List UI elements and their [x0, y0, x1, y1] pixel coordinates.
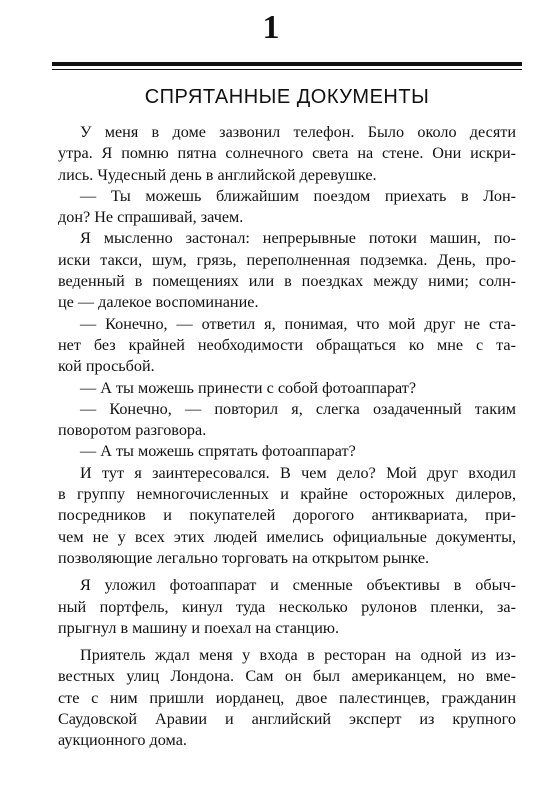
text-line: це — далекое воспоминание. [58, 293, 259, 312]
text-line: ный портфель, кинул туда несколько рулонов пленки, за- [58, 597, 516, 616]
text-line: веденный в помещениях или в поездках между ними; солн- [58, 272, 516, 291]
text-line: дон? Не спрашивай, зачем. [58, 208, 244, 227]
text-line: посредников и покупателей дорогого антиквариата, при- [58, 506, 516, 525]
text-line: иски такси, шум, грязь, переполненная подземка. День, про- [58, 250, 516, 269]
paragraph [58, 399, 516, 442]
body-text [58, 122, 516, 752]
text-line: в группу немногочисленных и крайне осторожных дилеров, [58, 485, 516, 504]
paragraph [58, 645, 516, 751]
text-line: Саудовской Аравии и английский эксперт из крупного [58, 710, 516, 729]
paragraph [58, 122, 516, 186]
paragraph [58, 186, 516, 229]
chapter-number: 1 [262, 9, 280, 46]
text-line: поворотом разговора. [58, 421, 207, 440]
text-line: Я мысленно застонал: непрерывные потоки машин, по- [80, 229, 516, 248]
text-line: утра. Я помню пятна солнечного света на стене. Они искри- [58, 144, 516, 163]
paragraph [58, 378, 516, 399]
text-line: кой просьбой. [58, 357, 155, 376]
text-line: позволяющие легально торговать на открытом рынке. [58, 548, 430, 567]
text-line: вестных улиц Лондона. Сам он был американцем, но вме- [58, 667, 516, 686]
text-line: — А ты можешь спрятать фотоаппарат? [80, 442, 356, 461]
text-line: — Ты можешь ближайшим поездом приехать в Лон- [80, 186, 516, 205]
paragraph [58, 441, 516, 462]
header-rule-thin [52, 69, 522, 70]
text-line: сте с ним пришли иорданец, двое палестинцев, гражданин [58, 688, 516, 707]
paragraph [58, 463, 516, 569]
text-line: — А ты можешь принести с собой фотоаппарат? [80, 378, 417, 397]
header-rule-thick [52, 62, 522, 66]
paragraph [58, 575, 516, 639]
text-line: — Конечно, — повторил я, слегка озадаченный таким [80, 399, 516, 418]
text-line: нет без крайней необходимости обращаться ко мне с та- [58, 335, 516, 354]
text-line: аукционного дома. [58, 731, 187, 750]
text-line: И тут я заинтересовался. В чем дело? Мой друг входил [80, 463, 516, 482]
text-line: — Конечно, — ответил я, понимая, что мой друг не ста- [80, 314, 516, 333]
text-line: лись. Чудесный день в английской деревушке. [58, 165, 377, 184]
text-line: У меня в доме зазвонил телефон. Было около десяти [80, 123, 516, 141]
chapter-title: СПРЯТАННЫЕ ДОКУМЕНТЫ [144, 86, 430, 108]
text-line: Приятель ждал меня у входа в ресторан на одной из из- [80, 646, 516, 665]
text-line: прыгнул в машину и поехал на станцию. [58, 618, 340, 637]
text-line: Я уложил фотоаппарат и сменные объективы в обыч- [80, 576, 516, 595]
paragraph [58, 314, 516, 378]
paragraph [58, 228, 516, 313]
text-line: чем не у всех этих людей имелись официальные документы, [58, 527, 516, 546]
